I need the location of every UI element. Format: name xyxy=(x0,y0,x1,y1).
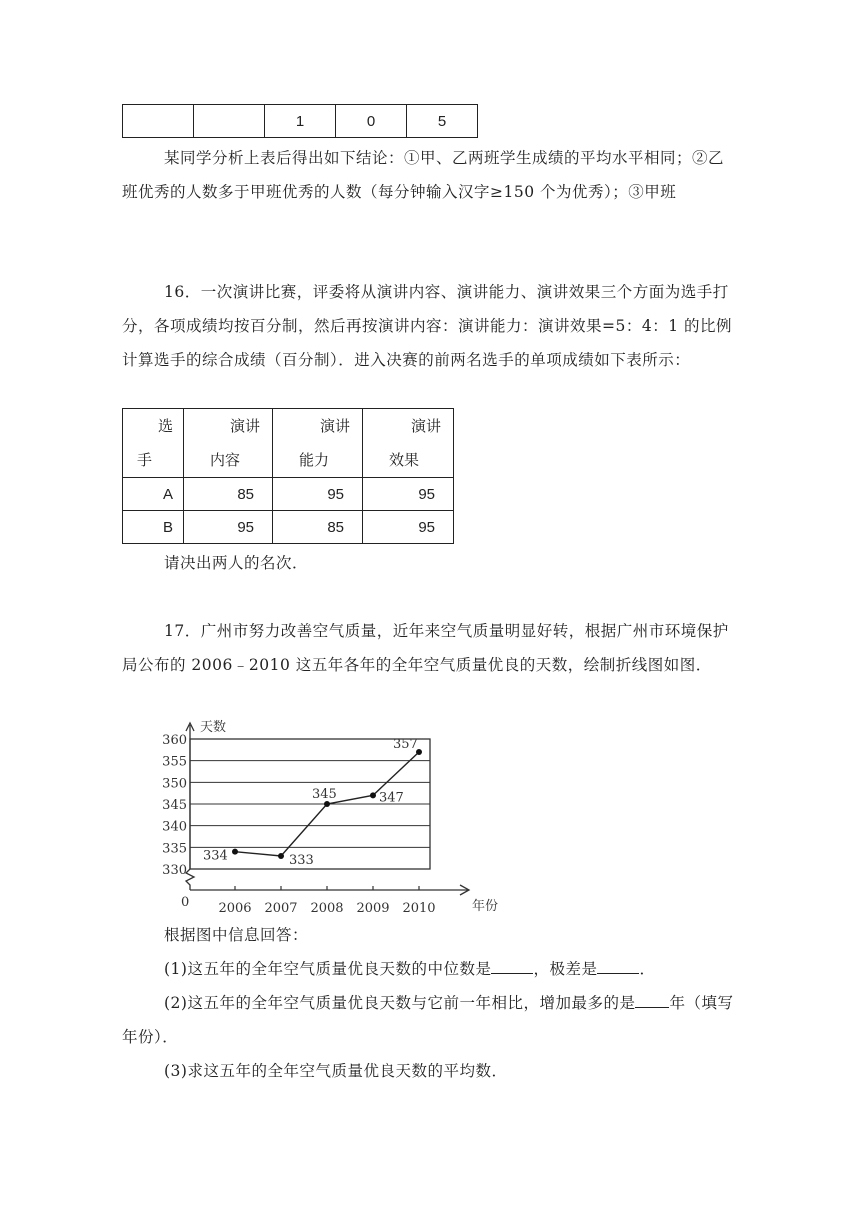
table-header-row xyxy=(123,409,454,478)
question-17-part-2: (2)这五年的全年空气质量优良天数与它前一年相比，增加最多的是 年（填写年份）． xyxy=(122,986,734,1054)
score-cell: 95 xyxy=(184,511,273,544)
question-16-text: 16．一次演讲比赛，评委将从演讲内容、演讲能力、演讲效果三个方面为选手打分，各项成绩均按百分制，然后再按演讲内容：演讲能力：演讲效果=5：4：1 的比例计算选手的综合成绩（百分制）．进入决赛的前两名选手的单项成绩如下表所示： xyxy=(122,283,733,369)
header-content: 演讲 内容 xyxy=(184,409,273,478)
header-ability: 演讲 能力 xyxy=(273,409,363,478)
question-16-ask: 请决出两人的名次． xyxy=(164,554,309,572)
header-contestant: 选 手 xyxy=(123,409,184,478)
analysis-paragraph: 某同学分析上表后得出如下结论：①甲、乙两班学生成绩的平均水平相同；②乙班优秀的人数多于甲班优秀的人数（每分钟输入汉字≥150 个为优秀）；③甲班 xyxy=(122,149,725,201)
x-tick-label: 2010 xyxy=(402,901,436,916)
data-label: 333 xyxy=(289,853,314,868)
data-label: 347 xyxy=(379,790,404,806)
table-cell: 0 xyxy=(336,105,407,138)
y-tick-label: 335 xyxy=(162,841,187,857)
data-label: 334 xyxy=(203,848,228,864)
question-17-text: 17．广州市努力改善空气质量，近年来空气质量明显好转，根据广州市环境保护局公布的 2006﹣2010 这五年各年的全年空气质量优良的天数，绘制折线图如图． xyxy=(122,622,729,674)
question-17-part-3: (3)求这五年的全年空气质量优良天数的平均数． xyxy=(164,1062,508,1080)
x-tick-label: 2009 xyxy=(356,901,390,916)
table-row xyxy=(123,511,454,544)
score-cell: 85 xyxy=(273,511,363,544)
x-tick-label: 2006 xyxy=(218,901,252,916)
axis-break xyxy=(186,869,194,890)
y-tick-label: 340 xyxy=(162,819,187,835)
score-cell: 85 xyxy=(184,478,273,511)
question-17-part-1: (1)这五年的全年空气质量优良天数的中位数是 ，极差是 ． xyxy=(122,952,734,986)
header-effect: 演讲 效果 xyxy=(363,409,454,478)
air-quality-line-chart xyxy=(155,712,505,922)
contestant-cell: A xyxy=(123,478,184,511)
answer-blank-median[interactable] xyxy=(491,955,533,974)
table-cell: 1 xyxy=(265,105,336,138)
chart-instruction: 根据图中信息回答： xyxy=(164,926,309,944)
x-axis-title: 年份 xyxy=(472,899,499,914)
answer-blank-range[interactable] xyxy=(597,955,639,974)
data-label: 357 xyxy=(393,737,418,752)
score-cell: 95 xyxy=(363,511,454,544)
x-tick-label: 2007 xyxy=(264,901,298,916)
data-point xyxy=(278,853,284,859)
data-point xyxy=(370,792,376,798)
speech-score-table xyxy=(122,408,454,544)
answer-blank-year[interactable] xyxy=(635,989,669,1008)
y-tick-label: 345 xyxy=(162,798,187,813)
y-tick-label: 330 xyxy=(162,863,187,878)
origin-label: 0 xyxy=(181,895,190,910)
y-tick-label: 350 xyxy=(162,776,187,792)
x-tick-label: 2008 xyxy=(310,901,344,916)
chart-labels xyxy=(162,719,498,916)
table-row xyxy=(123,105,478,138)
table-cell: 5 xyxy=(407,105,478,138)
data-point xyxy=(232,849,238,855)
contestant-cell: B xyxy=(123,511,184,544)
score-table-fragment xyxy=(122,104,478,138)
score-cell: 95 xyxy=(363,478,454,511)
y-tick-label: 355 xyxy=(162,754,187,770)
table-cell xyxy=(194,105,265,138)
data-label: 345 xyxy=(312,787,337,802)
score-cell: 95 xyxy=(273,478,363,511)
y-tick-label: 360 xyxy=(162,733,187,748)
y-axis-title: 天数 xyxy=(200,720,227,735)
table-row xyxy=(123,478,454,511)
table-cell xyxy=(123,105,194,138)
